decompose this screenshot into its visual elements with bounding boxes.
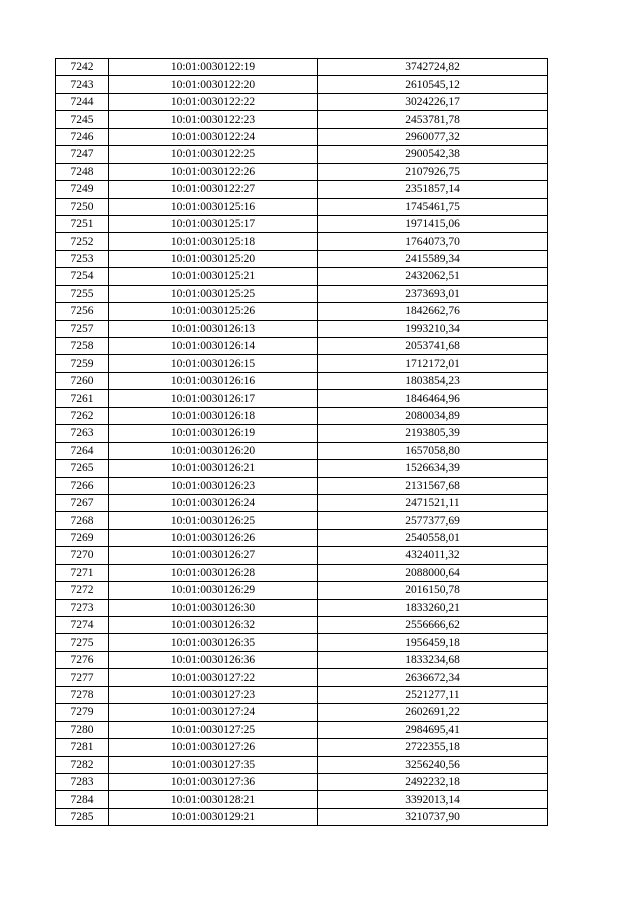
cadastral-number-cell: 10:01:0030126:19 [109, 425, 318, 442]
cadastral-value-cell: 2471521,11 [318, 494, 548, 511]
cadastral-value-cell: 1803854,23 [318, 372, 548, 389]
cadastral-number-cell: 10:01:0030122:20 [109, 76, 318, 93]
table-row [56, 669, 548, 686]
table-row [56, 355, 548, 372]
table-row [56, 163, 548, 180]
row-number-cell: 7267 [56, 494, 109, 511]
cadastral-number-cell: 10:01:0030122:26 [109, 163, 318, 180]
table-row [56, 808, 548, 825]
cadastral-value-cell: 1971415,06 [318, 215, 548, 232]
cadastral-value-cell: 2016150,78 [318, 582, 548, 599]
cadastral-number-cell: 10:01:0030122:24 [109, 128, 318, 145]
table-row [56, 285, 548, 302]
row-number-cell: 7263 [56, 425, 109, 442]
cadastral-number-cell: 10:01:0030126:25 [109, 512, 318, 529]
row-number-cell: 7279 [56, 704, 109, 721]
cadastral-number-cell: 10:01:0030122:22 [109, 93, 318, 110]
row-number-cell: 7248 [56, 163, 109, 180]
table-row [56, 512, 548, 529]
row-number-cell: 7265 [56, 460, 109, 477]
cadastral-value-cell: 2521277,11 [318, 686, 548, 703]
row-number-cell: 7277 [56, 669, 109, 686]
table-row [56, 773, 548, 790]
cadastral-value-cell: 3742724,82 [318, 59, 548, 76]
row-number-cell: 7249 [56, 181, 109, 198]
cadastral-value-cell: 1956459,18 [318, 634, 548, 651]
cadastral-number-cell: 10:01:0030125:26 [109, 303, 318, 320]
table-row [56, 756, 548, 773]
cadastral-number-cell: 10:01:0030122:25 [109, 146, 318, 163]
cadastral-number-cell: 10:01:0030126:32 [109, 617, 318, 634]
table-row [56, 76, 548, 93]
cadastral-value-cell: 3256240,56 [318, 756, 548, 773]
cadastral-value-cell: 3392013,14 [318, 791, 548, 808]
table-row [56, 529, 548, 546]
row-number-cell: 7275 [56, 634, 109, 651]
cadastral-value-cell: 2722355,18 [318, 739, 548, 756]
cadastral-value-cell: 1833260,21 [318, 599, 548, 616]
cadastral-value-cell: 3210737,90 [318, 808, 548, 825]
row-number-cell: 7266 [56, 477, 109, 494]
table-row [56, 59, 548, 76]
cadastral-number-cell: 10:01:0030126:21 [109, 460, 318, 477]
row-number-cell: 7243 [56, 76, 109, 93]
table-row [56, 494, 548, 511]
row-number-cell: 7246 [56, 128, 109, 145]
cadastral-value-cell: 2577377,69 [318, 512, 548, 529]
cadastral-number-cell: 10:01:0030126:13 [109, 320, 318, 337]
row-number-cell: 7282 [56, 756, 109, 773]
cadastral-value-cell: 2610545,12 [318, 76, 548, 93]
cadastral-number-cell: 10:01:0030127:22 [109, 669, 318, 686]
table-row [56, 582, 548, 599]
row-number-cell: 7255 [56, 285, 109, 302]
table-row [56, 791, 548, 808]
row-number-cell: 7262 [56, 407, 109, 424]
row-number-cell: 7245 [56, 111, 109, 128]
row-number-cell: 7256 [56, 303, 109, 320]
cadastral-value-cell: 2602691,22 [318, 704, 548, 721]
row-number-cell: 7270 [56, 547, 109, 564]
row-number-cell: 7278 [56, 686, 109, 703]
row-number-cell: 7257 [56, 320, 109, 337]
cadastral-number-cell: 10:01:0030126:30 [109, 599, 318, 616]
cadastral-number-cell: 10:01:0030126:36 [109, 651, 318, 668]
cadastral-value-cell: 1712172,01 [318, 355, 548, 372]
cadastral-value-cell: 1842662,76 [318, 303, 548, 320]
cadastral-value-cell: 1846464,96 [318, 390, 548, 407]
cadastral-number-cell: 10:01:0030122:19 [109, 59, 318, 76]
row-number-cell: 7273 [56, 599, 109, 616]
table-row [56, 686, 548, 703]
table-row [56, 407, 548, 424]
table-row [56, 215, 548, 232]
row-number-cell: 7251 [56, 215, 109, 232]
row-number-cell: 7261 [56, 390, 109, 407]
cadastral-number-cell: 10:01:0030125:16 [109, 198, 318, 215]
cadastral-value-cell: 2636672,34 [318, 669, 548, 686]
cadastral-number-cell: 10:01:0030128:21 [109, 791, 318, 808]
cadastral-number-cell: 10:01:0030125:25 [109, 285, 318, 302]
cadastral-number-cell: 10:01:0030129:21 [109, 808, 318, 825]
cadastral-value-cell: 2131567,68 [318, 477, 548, 494]
cadastral-number-cell: 10:01:0030125:17 [109, 215, 318, 232]
table-row [56, 477, 548, 494]
row-number-cell: 7276 [56, 651, 109, 668]
cadastral-value-cell: 2984695,41 [318, 721, 548, 738]
cadastral-number-cell: 10:01:0030127:36 [109, 773, 318, 790]
table-row [56, 721, 548, 738]
cadastral-value-cell: 2080034,89 [318, 407, 548, 424]
cadastral-value-table [55, 58, 548, 826]
cadastral-value-cell: 2107926,75 [318, 163, 548, 180]
table-row [56, 442, 548, 459]
row-number-cell: 7247 [56, 146, 109, 163]
row-number-cell: 7280 [56, 721, 109, 738]
row-number-cell: 7269 [56, 529, 109, 546]
row-number-cell: 7284 [56, 791, 109, 808]
row-number-cell: 7274 [56, 617, 109, 634]
row-number-cell: 7285 [56, 808, 109, 825]
cadastral-value-cell: 1526634,39 [318, 460, 548, 477]
cadastral-value-cell: 1764073,70 [318, 233, 548, 250]
cadastral-number-cell: 10:01:0030127:25 [109, 721, 318, 738]
cadastral-number-cell: 10:01:0030126:28 [109, 564, 318, 581]
cadastral-value-cell: 2556666,62 [318, 617, 548, 634]
cadastral-value-cell: 2540558,01 [318, 529, 548, 546]
row-number-cell: 7250 [56, 198, 109, 215]
table-row [56, 704, 548, 721]
table-body [56, 59, 548, 826]
cadastral-value-cell: 2088000,64 [318, 564, 548, 581]
row-number-cell: 7244 [56, 93, 109, 110]
row-number-cell: 7264 [56, 442, 109, 459]
cadastral-value-cell: 1993210,34 [318, 320, 548, 337]
row-number-cell: 7254 [56, 268, 109, 285]
cadastral-number-cell: 10:01:0030126:20 [109, 442, 318, 459]
table-row [56, 372, 548, 389]
table-row [56, 303, 548, 320]
row-number-cell: 7271 [56, 564, 109, 581]
table-row [56, 146, 548, 163]
cadastral-value-cell: 2453781,78 [318, 111, 548, 128]
cadastral-value-cell: 1745461,75 [318, 198, 548, 215]
cadastral-value-cell: 2432062,51 [318, 268, 548, 285]
table-row [56, 338, 548, 355]
cadastral-value-cell: 2053741,68 [318, 338, 548, 355]
row-number-cell: 7259 [56, 355, 109, 372]
table-row [56, 320, 548, 337]
table-row [56, 181, 548, 198]
cadastral-value-cell: 2351857,14 [318, 181, 548, 198]
cadastral-number-cell: 10:01:0030126:16 [109, 372, 318, 389]
row-number-cell: 7260 [56, 372, 109, 389]
cadastral-number-cell: 10:01:0030126:27 [109, 547, 318, 564]
row-number-cell: 7242 [56, 59, 109, 76]
table-row [56, 111, 548, 128]
cadastral-value-cell: 2492232,18 [318, 773, 548, 790]
table-row [56, 390, 548, 407]
table-row [56, 425, 548, 442]
cadastral-number-cell: 10:01:0030125:18 [109, 233, 318, 250]
cadastral-value-cell: 1657058,80 [318, 442, 548, 459]
row-number-cell: 7258 [56, 338, 109, 355]
row-number-cell: 7281 [56, 739, 109, 756]
cadastral-value-cell: 2900542,38 [318, 146, 548, 163]
cadastral-number-cell: 10:01:0030126:15 [109, 355, 318, 372]
cadastral-number-cell: 10:01:0030126:35 [109, 634, 318, 651]
table-row [56, 547, 548, 564]
table-row [56, 617, 548, 634]
cadastral-number-cell: 10:01:0030127:23 [109, 686, 318, 703]
cadastral-number-cell: 10:01:0030126:14 [109, 338, 318, 355]
table-row [56, 739, 548, 756]
cadastral-number-cell: 10:01:0030126:26 [109, 529, 318, 546]
cadastral-number-cell: 10:01:0030126:23 [109, 477, 318, 494]
row-number-cell: 7272 [56, 582, 109, 599]
cadastral-value-cell: 2415589,34 [318, 250, 548, 267]
table-row [56, 233, 548, 250]
table-row [56, 460, 548, 477]
cadastral-value-cell: 2373693,01 [318, 285, 548, 302]
cadastral-number-cell: 10:01:0030127:26 [109, 739, 318, 756]
cadastral-number-cell: 10:01:0030126:24 [109, 494, 318, 511]
cadastral-number-cell: 10:01:0030126:17 [109, 390, 318, 407]
cadastral-value-cell: 4324011,32 [318, 547, 548, 564]
cadastral-value-cell: 2960077,32 [318, 128, 548, 145]
table-row [56, 198, 548, 215]
cadastral-number-cell: 10:01:0030122:27 [109, 181, 318, 198]
row-number-cell: 7283 [56, 773, 109, 790]
cadastral-number-cell: 10:01:0030126:18 [109, 407, 318, 424]
table-row [56, 128, 548, 145]
cadastral-number-cell: 10:01:0030127:35 [109, 756, 318, 773]
cadastral-value-cell: 3024226,17 [318, 93, 548, 110]
cadastral-number-cell: 10:01:0030125:21 [109, 268, 318, 285]
table-row [56, 268, 548, 285]
table-row [56, 634, 548, 651]
table-row [56, 651, 548, 668]
table-row [56, 93, 548, 110]
row-number-cell: 7253 [56, 250, 109, 267]
cadastral-number-cell: 10:01:0030125:20 [109, 250, 318, 267]
cadastral-value-cell: 1833234,68 [318, 651, 548, 668]
table-row [56, 564, 548, 581]
table-row [56, 250, 548, 267]
row-number-cell: 7252 [56, 233, 109, 250]
cadastral-number-cell: 10:01:0030122:23 [109, 111, 318, 128]
cadastral-number-cell: 10:01:0030127:24 [109, 704, 318, 721]
cadastral-number-cell: 10:01:0030126:29 [109, 582, 318, 599]
table-row [56, 599, 548, 616]
cadastral-value-cell: 2193805,39 [318, 425, 548, 442]
row-number-cell: 7268 [56, 512, 109, 529]
